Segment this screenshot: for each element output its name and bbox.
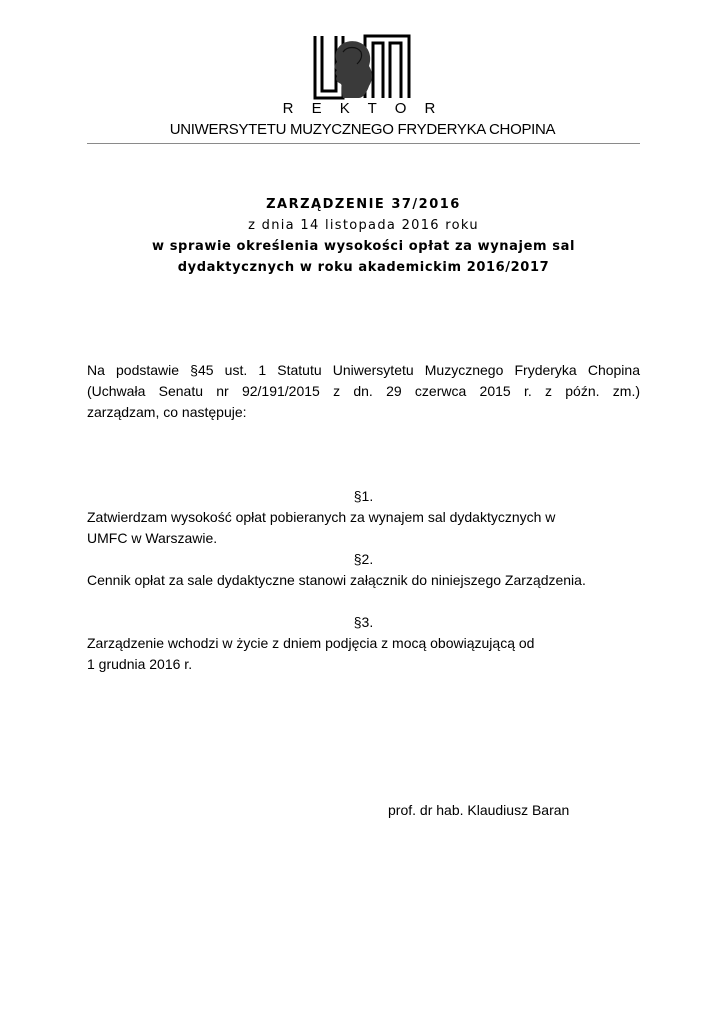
document-title-block bbox=[87, 194, 640, 278]
section-1 bbox=[87, 486, 640, 549]
section-text-line: Zatwierdzam wysokość opłat pobieranych za wynajem sal dydaktycznych w bbox=[87, 509, 556, 525]
section-number: §3. bbox=[353, 614, 374, 630]
intro-line-1: Na podstawie §45 ust. 1 Statutu Uniwersytetu Muzycznego Fryderyka Chopina bbox=[87, 362, 640, 378]
umfc-logo bbox=[313, 34, 411, 100]
section-3 bbox=[87, 612, 640, 675]
document-date: z dnia 14 listopada 2016 roku bbox=[248, 218, 479, 233]
section-number: §1. bbox=[353, 488, 374, 504]
header-divider bbox=[87, 143, 640, 144]
intro-line-2: (Uchwała Senatu nr 92/191/2015 z dn. 29 czerwca 2015 r. z późn. zm.) bbox=[87, 383, 640, 399]
document-heading: ZARZĄDZENIE 37/2016 bbox=[266, 197, 461, 212]
intro-paragraph bbox=[87, 360, 640, 423]
intro-line-3: zarządzam, co następuje: bbox=[87, 404, 247, 420]
section-text-line: UMFC w Warszawie. bbox=[87, 530, 218, 546]
section-2 bbox=[87, 549, 640, 591]
document-subject-line-2: dydaktycznych w roku akademickim 2016/2017 bbox=[177, 260, 550, 275]
signature: prof. dr hab. Klaudiusz Baran bbox=[388, 802, 570, 818]
university-name: UNIWERSYTETU MUZYCZNEGO FRYDERYKA CHOPINA bbox=[169, 121, 556, 138]
document-subject-line-1: w sprawie określenia wysokości opłat za wynajem sal bbox=[151, 239, 576, 254]
section-text-line: 1 grudnia 2016 r. bbox=[87, 656, 193, 672]
section-text-line: Cennik opłat za sale dydaktyczne stanowi załącznik do niniejszego Zarządzenia. bbox=[87, 572, 586, 588]
rektor-label: R E K T O R bbox=[282, 100, 443, 117]
section-text-line: Zarządzenie wchodzi w życie z dniem podjęcia z mocą obowiązującą od bbox=[87, 635, 535, 651]
section-number: §2. bbox=[353, 551, 374, 567]
